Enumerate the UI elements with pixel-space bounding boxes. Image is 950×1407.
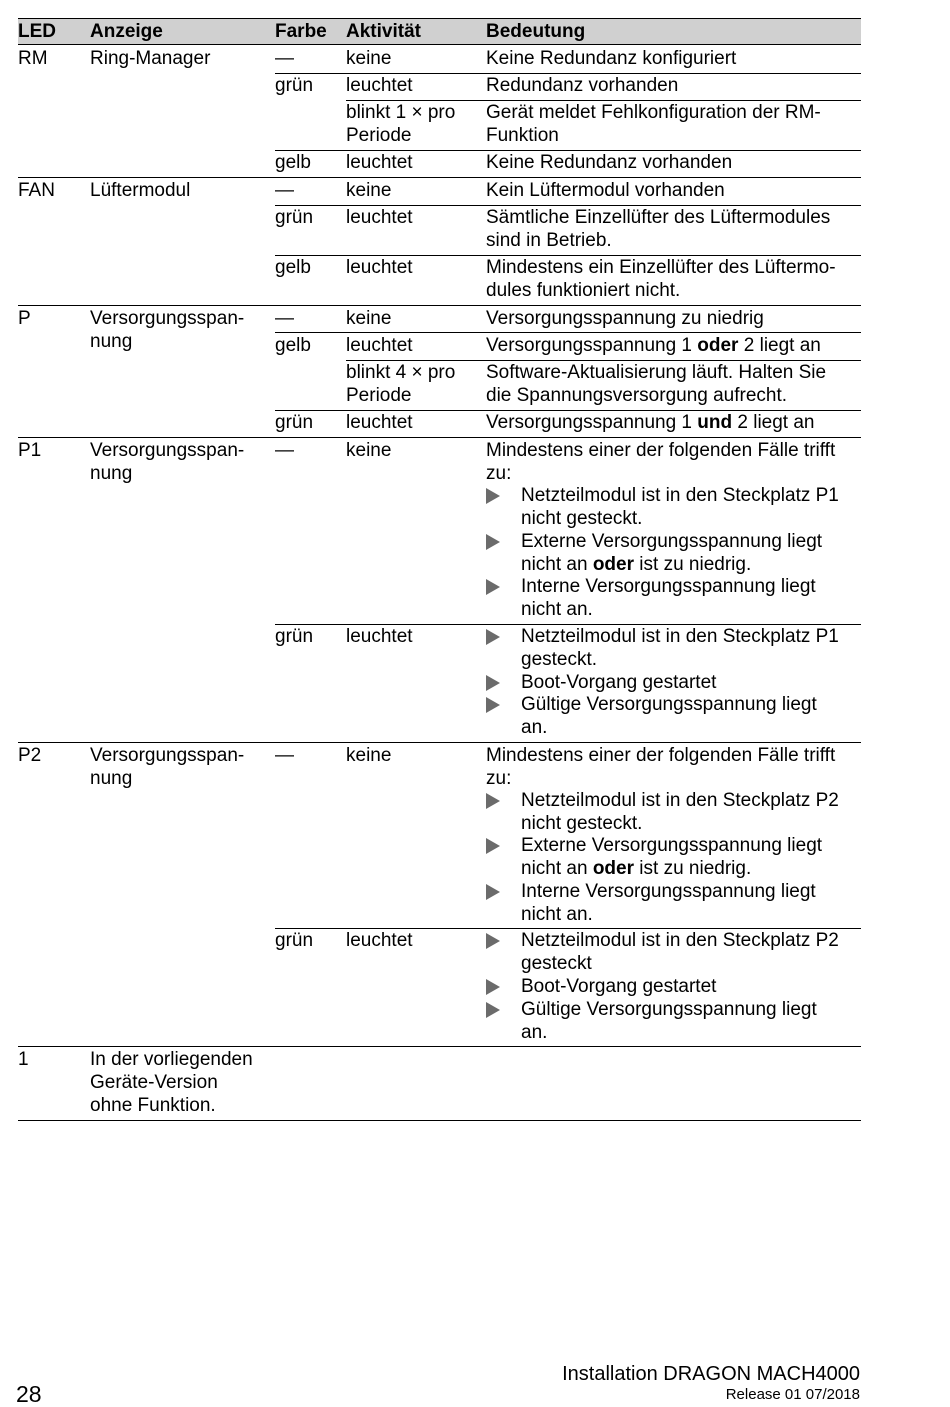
page-number: 28 xyxy=(16,1381,42,1407)
p1-r2-akt: leuchtet xyxy=(346,626,413,647)
footnote-line-2: Geräte-Version xyxy=(90,1072,218,1093)
header-farbe: Farbe xyxy=(275,21,327,42)
rm-r4-akt: leuchtet xyxy=(346,152,413,173)
p-r2-bed: Versorgungsspannung 1 oder 2 liegt an xyxy=(486,335,821,356)
p-anzeige-2: nung xyxy=(90,331,133,352)
row-divider xyxy=(275,624,861,625)
triangle-bullet-icon xyxy=(486,534,500,550)
triangle-bullet-icon xyxy=(486,838,500,854)
rm-r1-farbe: — xyxy=(275,48,294,69)
header-anzeige: Anzeige xyxy=(90,21,163,42)
rm-r3-bed-2: Funktion xyxy=(486,125,559,146)
rm-led: RM xyxy=(18,48,48,69)
p1-r1-b3-b: nicht an. xyxy=(521,599,593,620)
p2-r1-b3-a: Interne Versorgungsspannung liegt xyxy=(521,881,816,902)
triangle-bullet-icon xyxy=(486,675,500,691)
fan-r2-bed-2: sind in Betrieb. xyxy=(486,230,612,251)
p2-r1-farbe: — xyxy=(275,745,294,766)
p1-anzeige-2: nung xyxy=(90,463,133,484)
p1-anzeige-1: Versorgungsspan- xyxy=(90,440,245,461)
p-r1-bed: Versorgungsspannung zu niedrig xyxy=(486,308,764,329)
rm-r2-akt: leuchtet xyxy=(346,75,413,96)
p2-r1-b3-b: nicht an. xyxy=(521,904,593,925)
row-divider xyxy=(346,100,861,101)
p1-r2-b3-a: Gültige Versorgungsspannung liegt xyxy=(521,694,817,715)
p1-r2-b3-b: an. xyxy=(521,717,548,738)
fan-r2-bed-1: Sämtliche Einzellüfter des Lüftermodules xyxy=(486,207,831,228)
p1-r1-b1-b: nicht gesteckt. xyxy=(521,508,643,529)
rm-r3-bed-1: Gerät meldet Fehlkonfiguration der RM- xyxy=(486,102,821,123)
p2-anzeige-2: nung xyxy=(90,768,133,789)
rm-r3-akt-2: Periode xyxy=(346,125,412,146)
p2-r2-b1-a: Netzteilmodul ist in den Steckplatz P2 xyxy=(521,930,839,951)
p1-r1-intro-2: zu: xyxy=(486,463,512,484)
rm-r2-bed: Redundanz vorhanden xyxy=(486,75,679,96)
p-anzeige-1: Versorgungsspan- xyxy=(90,308,245,329)
p1-led: P1 xyxy=(18,440,42,461)
footnote-line-1: In der vorliegenden xyxy=(90,1049,253,1070)
row-divider xyxy=(275,150,861,151)
p-r3-akt-2: Periode xyxy=(346,385,412,406)
rm-r1-akt: keine xyxy=(346,48,392,69)
row-divider xyxy=(275,73,861,74)
row-divider xyxy=(275,928,861,929)
fan-r3-bed-1: Mindestens ein Einzellüfter des Lüftermo- xyxy=(486,257,836,278)
header-led: LED xyxy=(18,21,56,42)
p1-r2-b1-a: Netzteilmodul ist in den Steckplatz P1 xyxy=(521,626,839,647)
fan-led: FAN xyxy=(18,180,55,201)
p1-r2-b2-a: Boot-Vorgang gestartet xyxy=(521,672,717,693)
group-divider xyxy=(18,305,861,306)
p-r3-akt-1: blinkt 4 × pro xyxy=(346,362,456,383)
p2-r2-akt: leuchtet xyxy=(346,930,413,951)
triangle-bullet-icon xyxy=(486,579,500,595)
triangle-bullet-icon xyxy=(486,1002,500,1018)
fan-r1-akt: keine xyxy=(346,180,392,201)
triangle-bullet-icon xyxy=(486,884,500,900)
p2-r2-farbe: grün xyxy=(275,930,314,951)
table-bottom-rule xyxy=(18,1120,861,1121)
p1-r2-farbe: grün xyxy=(275,626,314,647)
p1-r1-b3-a: Interne Versorgungsspannung liegt xyxy=(521,576,816,597)
fan-r1-bed: Kein Lüftermodul vorhanden xyxy=(486,180,725,201)
p-r4-akt: leuchtet xyxy=(346,412,413,433)
rm-r3-akt-1: blinkt 1 × pro xyxy=(346,102,456,123)
header-aktivitaet: Aktivität xyxy=(346,21,421,42)
p1-r1-akt: keine xyxy=(346,440,392,461)
p2-r2-b1-b: gesteckt xyxy=(521,953,592,974)
p2-r2-b2-a: Boot-Vorgang gestartet xyxy=(521,976,717,997)
p2-r1-intro-2: zu: xyxy=(486,768,512,789)
p2-r1-akt: keine xyxy=(346,745,392,766)
p2-r1-b1-b: nicht gesteckt. xyxy=(521,813,643,834)
group-divider xyxy=(18,177,861,178)
footer-release: Release 01 07/2018 xyxy=(725,1386,860,1403)
p-r4-farbe: grün xyxy=(275,412,314,433)
fan-r1-farbe: — xyxy=(275,180,294,201)
p-r2-farbe: gelb xyxy=(275,335,311,356)
p2-r1-intro-1: Mindestens einer der folgenden Fälle trifft xyxy=(486,745,836,766)
footnote-line-3: ohne Funktion. xyxy=(90,1095,216,1116)
triangle-bullet-icon xyxy=(486,629,500,645)
p1-r1-b2-b: nicht an oder ist zu niedrig. xyxy=(521,554,752,575)
row-divider xyxy=(275,255,861,256)
p1-r1-farbe: — xyxy=(275,440,294,461)
p-led: P xyxy=(18,308,31,329)
p2-r2-b3-b: an. xyxy=(521,1022,548,1043)
rm-r2-farbe: grün xyxy=(275,75,314,96)
fan-r2-farbe: grün xyxy=(275,207,314,228)
p1-r1-b1-a: Netzteilmodul ist in den Steckplatz P1 xyxy=(521,485,839,506)
p-r4-bed: Versorgungsspannung 1 und 2 liegt an xyxy=(486,412,815,433)
rm-r4-farbe: gelb xyxy=(275,152,311,173)
p-r1-akt: keine xyxy=(346,308,392,329)
row-divider xyxy=(346,360,861,361)
group-divider xyxy=(18,742,861,743)
p2-led: P2 xyxy=(18,745,42,766)
fan-r3-farbe: gelb xyxy=(275,257,311,278)
p2-r1-b2-b: nicht an oder ist zu niedrig. xyxy=(521,858,752,879)
triangle-bullet-icon xyxy=(486,793,500,809)
footer-title: Installation DRAGON MACH4000 xyxy=(562,1363,860,1385)
p1-r1-b2-a: Externe Versorgungsspannung liegt xyxy=(521,531,823,552)
fan-r2-akt: leuchtet xyxy=(346,207,413,228)
row-divider xyxy=(275,205,861,206)
row-divider xyxy=(275,410,861,411)
triangle-bullet-icon xyxy=(486,979,500,995)
footnote-divider xyxy=(18,1046,861,1047)
row-divider xyxy=(275,332,861,333)
rm-anzeige: Ring-Manager xyxy=(90,48,211,69)
fan-r3-akt: leuchtet xyxy=(346,257,413,278)
p2-r1-b1-a: Netzteilmodul ist in den Steckplatz P2 xyxy=(521,790,839,811)
fan-anzeige: Lüftermodul xyxy=(90,180,191,201)
group-divider xyxy=(18,437,861,438)
triangle-bullet-icon xyxy=(486,488,500,504)
fan-r3-bed-2: dules funktioniert nicht. xyxy=(486,280,681,301)
triangle-bullet-icon xyxy=(486,933,500,949)
footnote-number: 1 xyxy=(18,1049,29,1070)
p2-r1-b2-a: Externe Versorgungsspannung liegt xyxy=(521,835,823,856)
p-r3-bed-1: Software-Aktualisierung läuft. Halten Sie xyxy=(486,362,827,383)
p1-r2-b1-b: gesteckt. xyxy=(521,649,598,670)
rm-r4-bed: Keine Redundanz vorhanden xyxy=(486,152,733,173)
p2-anzeige-1: Versorgungsspan- xyxy=(90,745,245,766)
p-r1-farbe: — xyxy=(275,308,294,329)
triangle-bullet-icon xyxy=(486,697,500,713)
p-r2-akt: leuchtet xyxy=(346,335,413,356)
rm-r1-bed: Keine Redundanz konfiguriert xyxy=(486,48,737,69)
header-bedeutung: Bedeutung xyxy=(486,21,586,42)
p-r3-bed-2: die Spannungsversorgung aufrecht. xyxy=(486,385,788,406)
p1-r1-intro-1: Mindestens einer der folgenden Fälle trifft xyxy=(486,440,836,461)
p2-r2-b3-a: Gültige Versorgungsspannung liegt xyxy=(521,999,817,1020)
